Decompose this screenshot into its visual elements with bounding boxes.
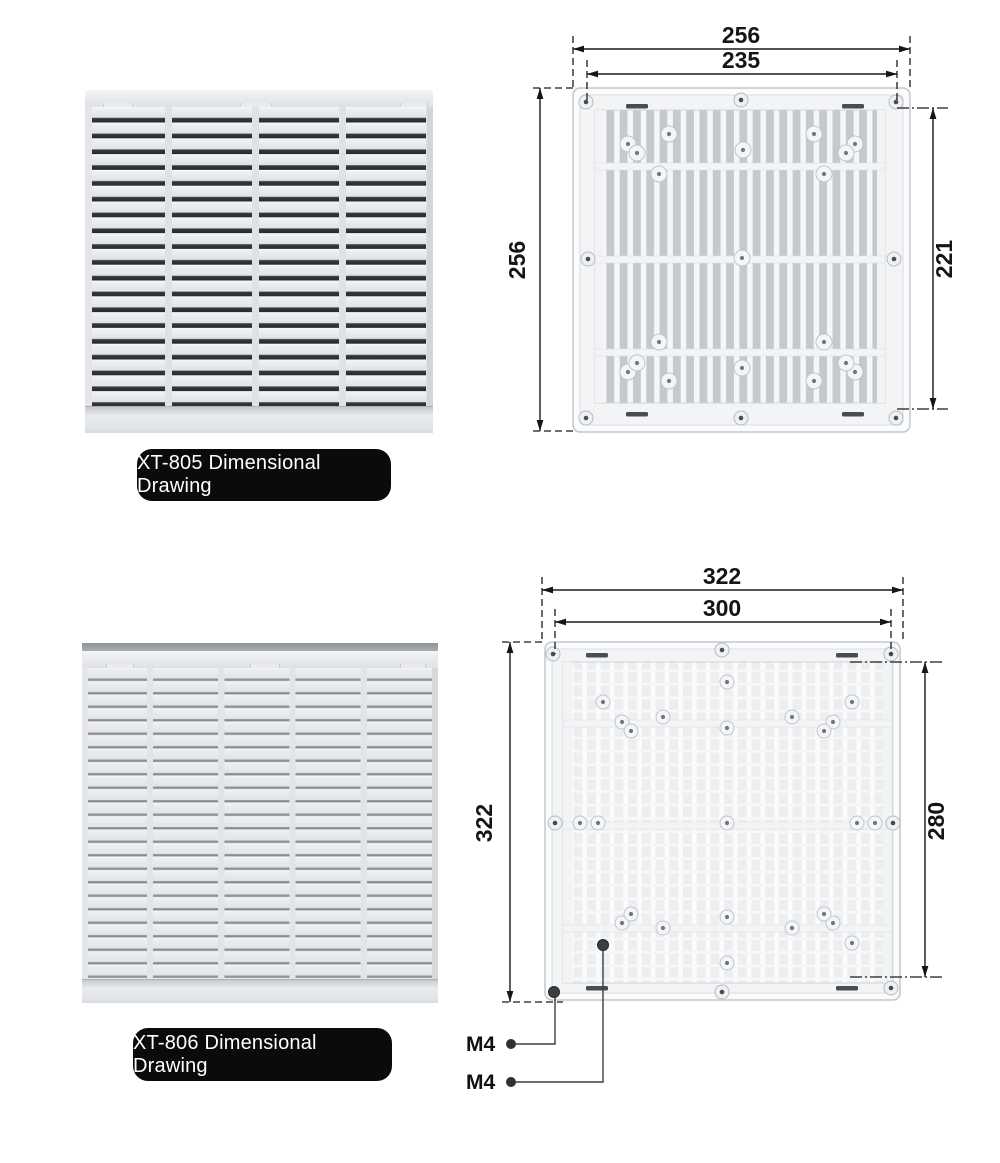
grille-cap (85, 90, 433, 108)
dim-outer-height-value: 256 (504, 240, 530, 280)
xt805-badge (137, 449, 391, 501)
callout-bullet (506, 1039, 516, 1049)
dim-inner-height-value: 221 (931, 239, 957, 279)
m4-screw-hole (598, 940, 609, 951)
m4-screw-hole (549, 987, 560, 998)
xt805-rear-dimension-drawing (500, 10, 990, 465)
louver-dividers (85, 107, 433, 407)
louver-slats (85, 107, 433, 407)
xt806-badge (133, 1028, 392, 1081)
grille-cap (82, 651, 438, 669)
louver-slats (82, 668, 438, 980)
dim-inner-width-value: 300 (702, 595, 742, 621)
dim-outer-height-value: 322 (471, 803, 497, 843)
louver-dividers (82, 668, 438, 980)
dim-outer-width-value: 322 (702, 563, 742, 589)
dim-outer-width-value: 256 (721, 22, 761, 48)
grille-top-strip (82, 643, 438, 651)
dim-inner-width-value: 235 (721, 47, 761, 73)
grille-base (85, 406, 433, 433)
xt805-badge-label: XT-805 Dimensional Drawing (137, 452, 321, 497)
xt806-front-photo (82, 643, 438, 1003)
xt806-badge-label: XT-806 Dimensional Drawing (133, 1031, 317, 1077)
dim-inner-height-value: 280 (923, 801, 949, 841)
callout-bullet (506, 1077, 516, 1087)
m4-label: M4 (466, 1071, 496, 1094)
dim-outer-height (504, 88, 573, 431)
xt806-rear-dimension-drawing (450, 565, 1000, 1120)
xt805-front-photo (85, 90, 433, 433)
grille-base (82, 979, 438, 1003)
m4-label: M4 (466, 1033, 496, 1056)
